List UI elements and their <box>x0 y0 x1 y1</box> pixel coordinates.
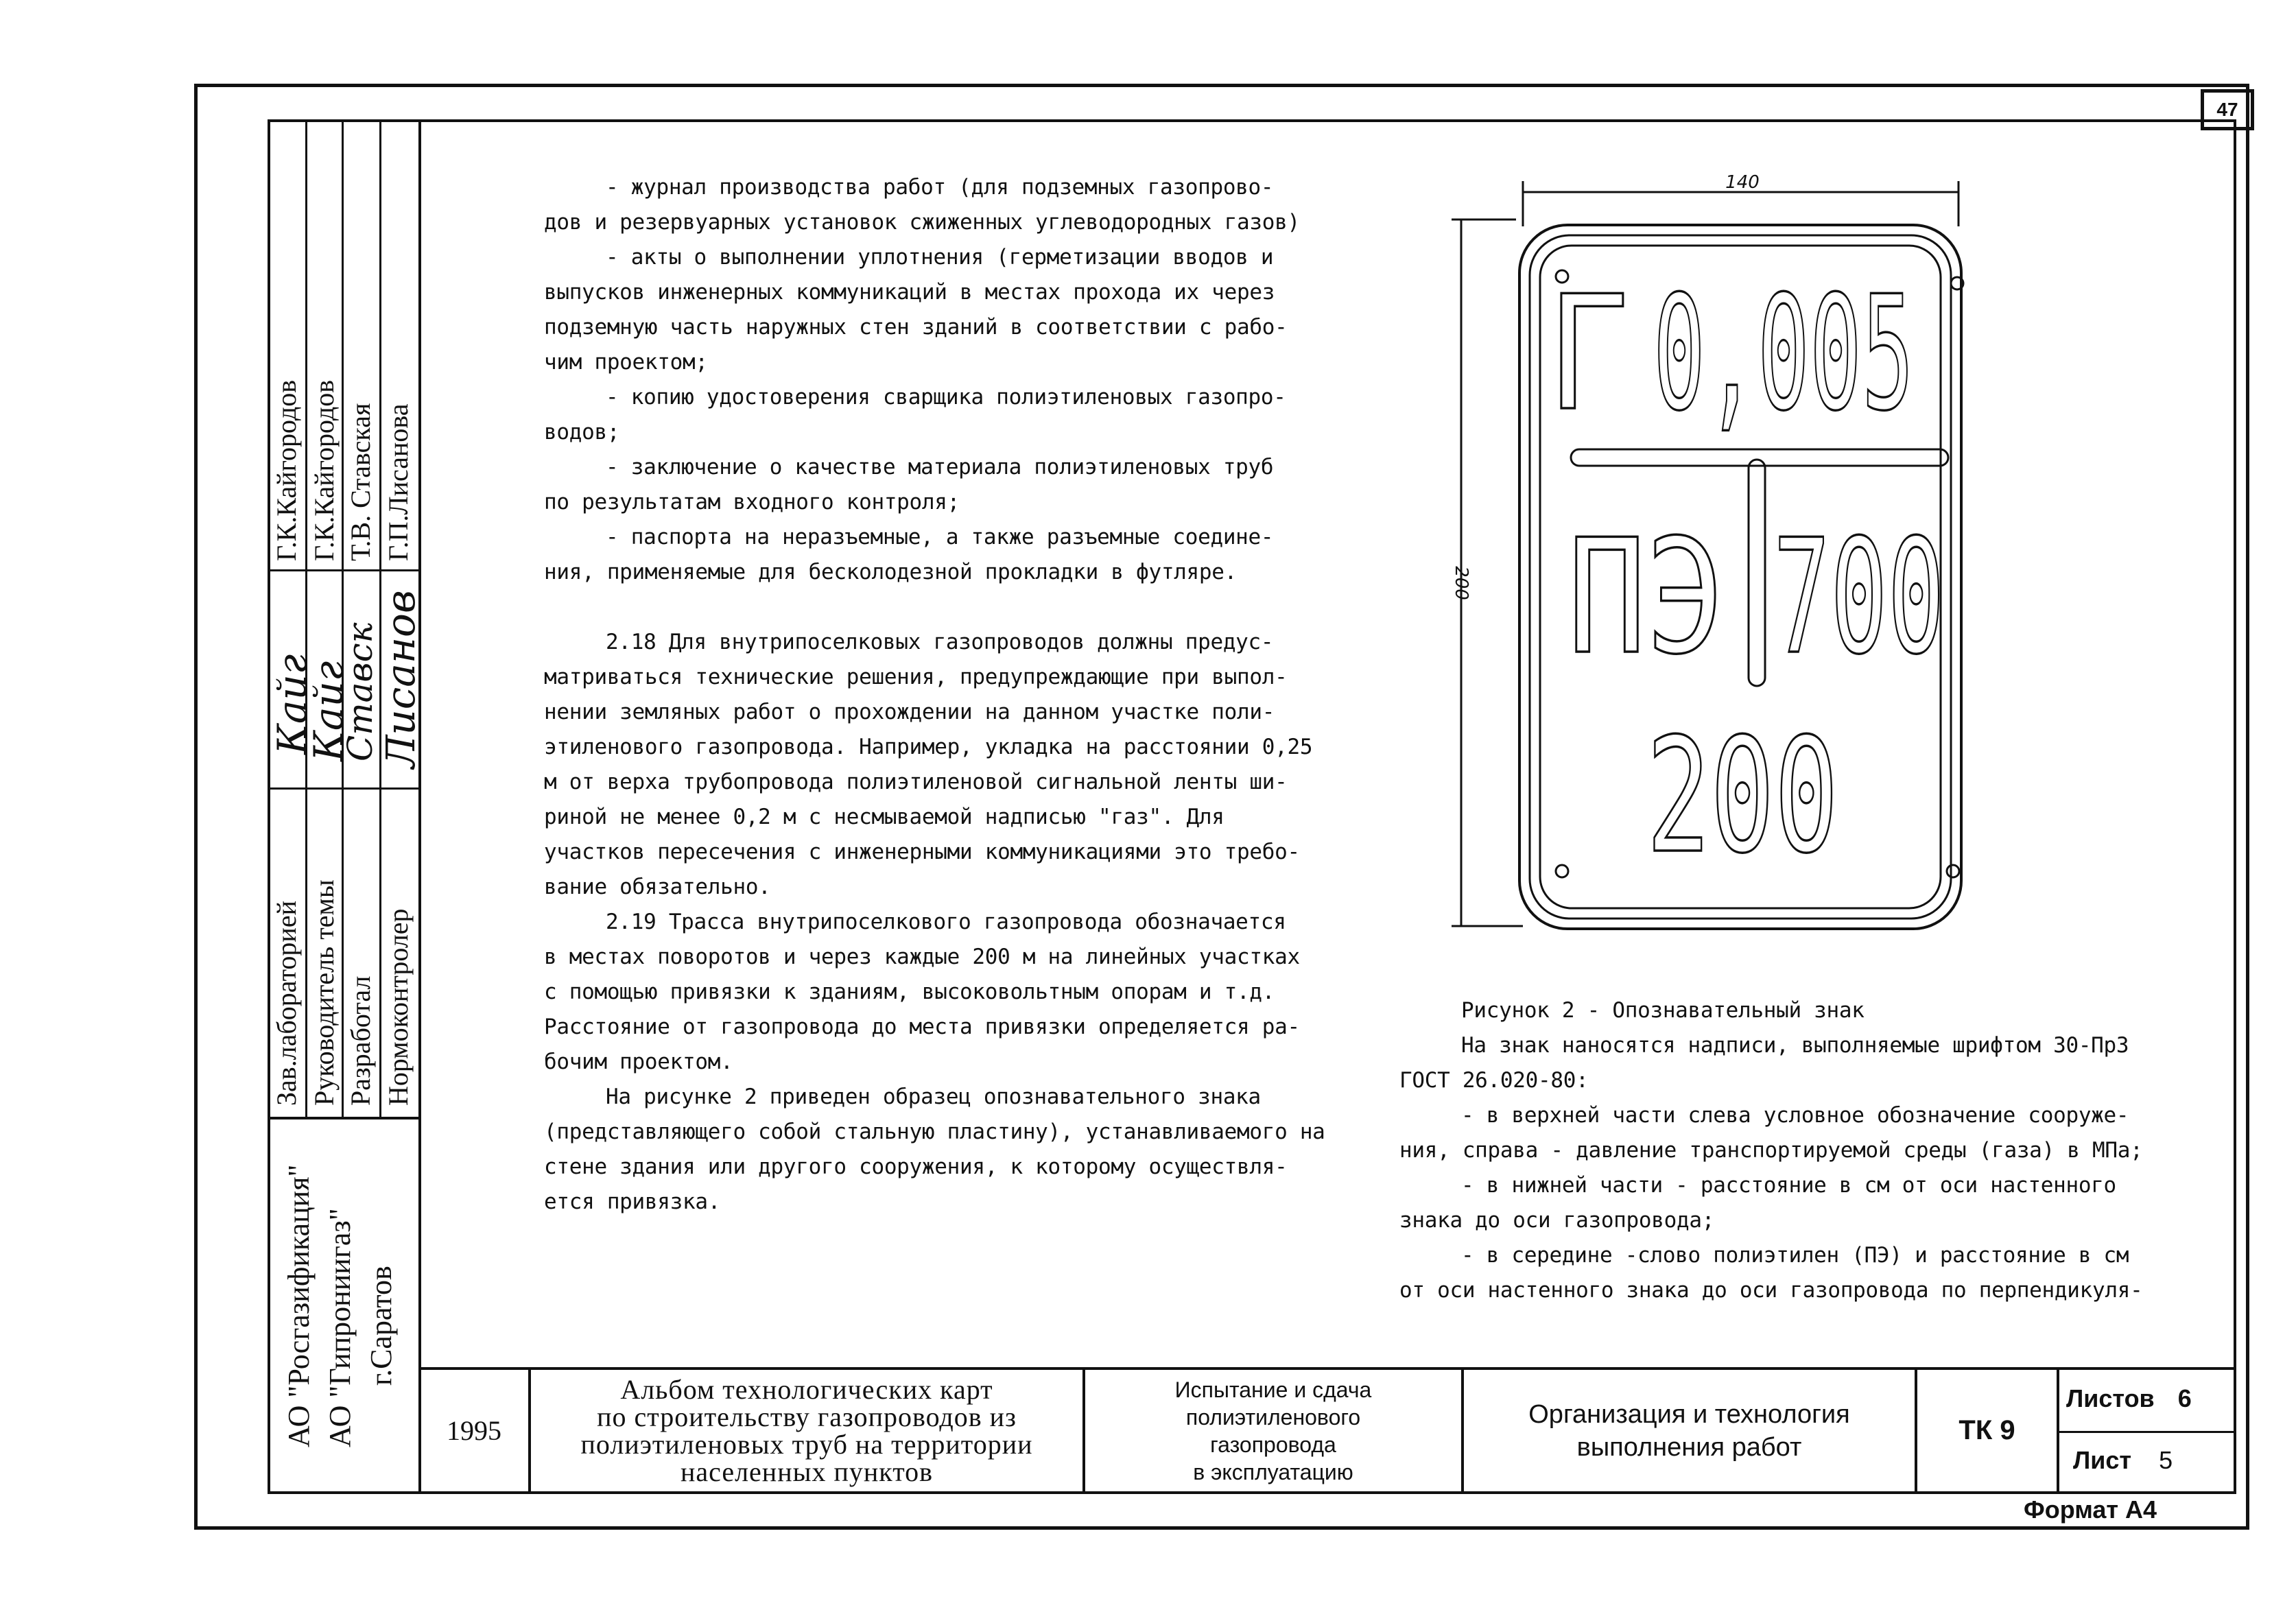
text-line: нении земляных работ о прохождении на данном участке поли- <box>544 700 1275 724</box>
text-line: матриваться технические решения, предупреждающие при выпол- <box>544 665 1288 689</box>
dimension-height-label: 200 <box>1451 566 1471 600</box>
sheet-value: 5 <box>2159 1446 2173 1474</box>
signature-2: Кайг <box>305 661 352 761</box>
text-line: риной не менее 0,2 м с несмываемой надписью "газ". Для <box>544 805 1224 829</box>
sign-perpendicular-distance: 700 <box>1773 506 1945 689</box>
stamp-code: ТК 9 <box>1958 1415 2015 1445</box>
side-row-1 <box>268 569 420 571</box>
outer-frame-bottom <box>194 1526 2249 1530</box>
inner-frame-right <box>2234 119 2236 1494</box>
stamp-section <box>1464 1369 1915 1493</box>
text-line: 2.19 Трасса внутрипоселкового газопровода обозначается <box>606 910 1286 934</box>
sheet-current <box>2073 1446 2173 1475</box>
left-text-block <box>544 170 1347 1220</box>
organization-line-2: АО "Гипрониигаз" <box>323 1208 357 1447</box>
text-line: - копию удостоверения сварщика полиэтиленовых газопро- <box>606 385 1286 410</box>
subject-line: Испытание и сдача <box>1174 1377 1372 1402</box>
side-col-2 <box>342 119 344 1118</box>
text-line: с помощью привязки к зданиям, высоковольтным опорам и т.д. <box>544 980 1275 1004</box>
text-line: ния, справа - давление транспортируемой среды (газа) в МПа; <box>1399 1138 2143 1163</box>
text-line: Расстояние от газопровода до места привязки определяется ра- <box>544 1015 1300 1039</box>
text-line: На рисунке 2 приведен образец опознавательного знака <box>606 1085 1261 1109</box>
outer-frame-left <box>194 84 198 1529</box>
page-number: 47 <box>2201 89 2254 130</box>
outer-frame-top <box>194 84 2249 87</box>
signatory-name-1: Г.К.Кайгородов <box>271 379 302 561</box>
text-line: стене здания или другого сооружения, к которому осуществля- <box>544 1154 1288 1179</box>
text-line: (представляющего собой стальную пластину), устанавливаемого на <box>544 1119 1325 1144</box>
dimension-width-label: 140 <box>1725 172 1760 193</box>
text-line: ГОСТ 26.020-80: <box>1399 1068 1589 1093</box>
text-line: - акты о выполнении уплотнения (герметизации вводов и <box>606 245 1274 270</box>
text-line: этиленового газопровода. Например, укладка на расстоянии 0,25 <box>544 735 1313 759</box>
text-line: ния, применяемые для бесколодезной прокладки в футляре. <box>544 560 1237 584</box>
text-line: подземную часть наружных стен зданий в соответствии с рабо- <box>544 315 1288 340</box>
album-line: Альбом технологических карт <box>620 1373 993 1405</box>
text-line: м от верха трубопровода полиэтиленовой сигнальной ленты ши- <box>544 770 1288 794</box>
text-line: знака до оси газопровода; <box>1399 1208 1715 1233</box>
right-text-block <box>1399 993 2209 1308</box>
text-line: вание обязательно. <box>544 875 771 899</box>
text-line: участков пересечения с инженерными коммуникациями это требо- <box>544 840 1300 864</box>
subject-line: в эксплуатацию <box>1193 1459 1353 1484</box>
signatory-name-2: Г.К.Кайгородов <box>309 379 340 561</box>
sheets-total <box>2066 1384 2192 1413</box>
text-line: чим проектом; <box>544 350 708 375</box>
album-line: полиэтиленовых труб на территории <box>580 1428 1033 1460</box>
text-line: - в середине -слово полиэтилен (ПЭ) и расстояние в см <box>1461 1243 2129 1268</box>
section-line: Организация и технология <box>1528 1399 1850 1429</box>
figure-caption: Рисунок 2 - Опознавательный знак <box>1461 998 1865 1023</box>
organization-line-3: г.Саратов <box>364 1266 398 1386</box>
sign-top-letter: Г <box>1547 263 1629 446</box>
sign-bottom-distance: 200 <box>1646 705 1838 888</box>
text-line: дов и резервуарных установок сжиженных углеводородных газов) <box>544 210 1300 235</box>
signature-1: Кайг <box>269 654 316 755</box>
organization-line-1: АО "Росгазификация" <box>282 1164 316 1447</box>
text-line: - паспорта на неразъемные, а также разъемные соедине- <box>606 525 1274 549</box>
sheets-label: Листов <box>2066 1384 2155 1412</box>
side-row-3 <box>268 1117 420 1119</box>
text-line: бочим проектом. <box>544 1050 733 1074</box>
signature-3: Ставск <box>340 622 380 761</box>
text-line: в местах поворотов и через каждые 200 м на линейных участках <box>544 945 1300 969</box>
signatory-name-4: Г.П.Лисанова <box>383 403 414 561</box>
inner-frame-left <box>268 119 270 1494</box>
identification-sign-figure <box>1441 158 2017 947</box>
text-line: водов; <box>544 420 620 445</box>
text-line: ется привязка. <box>544 1189 721 1214</box>
signature-4: Лисанов <box>377 590 424 768</box>
text-line <box>544 590 1347 625</box>
section-line: выполнения работ <box>1576 1432 1802 1462</box>
text-line: - журнал производства работ (для подземных газопрово- <box>606 175 1274 200</box>
inner-frame-top <box>268 119 2236 122</box>
text-line: 2.18 Для внутрипоселковых газопроводов должны предус- <box>606 630 1274 654</box>
text-line: от оси настенного знака до оси газопровода по перпендикуля- <box>1399 1278 2143 1303</box>
signatory-role-2: Руководитель темы <box>309 879 340 1106</box>
text-line: выпусков инженерных коммуникаций в местах прохода их через <box>544 280 1275 305</box>
text-line: - в нижней части - расстояние в см от оси настенного <box>1461 1173 2116 1198</box>
side-stamp-right-border <box>418 119 421 1494</box>
side-row-2 <box>268 787 420 790</box>
sheet-label: Лист <box>2073 1446 2132 1474</box>
album-line: населенных пунктов <box>680 1456 934 1487</box>
title-block-sheet-row <box>2057 1431 2236 1433</box>
signatory-role-3: Разработал <box>345 975 376 1106</box>
stamp-album-title <box>531 1369 1082 1493</box>
text-line: - заключение о качестве материала полиэтиленовых труб <box>606 455 1274 479</box>
text-line: На знак наносятся надписи, выполняемые шрифтом 30-ПрЗ <box>1461 1033 2129 1058</box>
sheets-value: 6 <box>2177 1384 2192 1412</box>
text-line: - в верхней части слева условное обозначение сооруже- <box>1461 1103 2129 1128</box>
sign-top-value: 0,005 <box>1653 263 1914 446</box>
sign-material: ПЭ <box>1567 506 1725 689</box>
format-label: Формат А4 <box>2024 1495 2157 1524</box>
signatory-role-1: Зав.лабораторией <box>271 901 302 1106</box>
outer-frame-right <box>2246 84 2249 1529</box>
signatory-role-4: Нормоконтролер <box>383 908 414 1106</box>
stamp-subject <box>1085 1369 1461 1493</box>
album-line: по строительству газопроводов из <box>597 1401 1017 1432</box>
side-col-1 <box>305 119 307 1118</box>
text-line: по результатам входного контроля; <box>544 490 960 514</box>
subject-line: полиэтиленового <box>1185 1404 1361 1430</box>
signatory-name-3: Т.В. Ставская <box>345 403 376 561</box>
subject-line: газопровода <box>1210 1432 1336 1457</box>
stamp-year: 1995 <box>447 1415 501 1446</box>
